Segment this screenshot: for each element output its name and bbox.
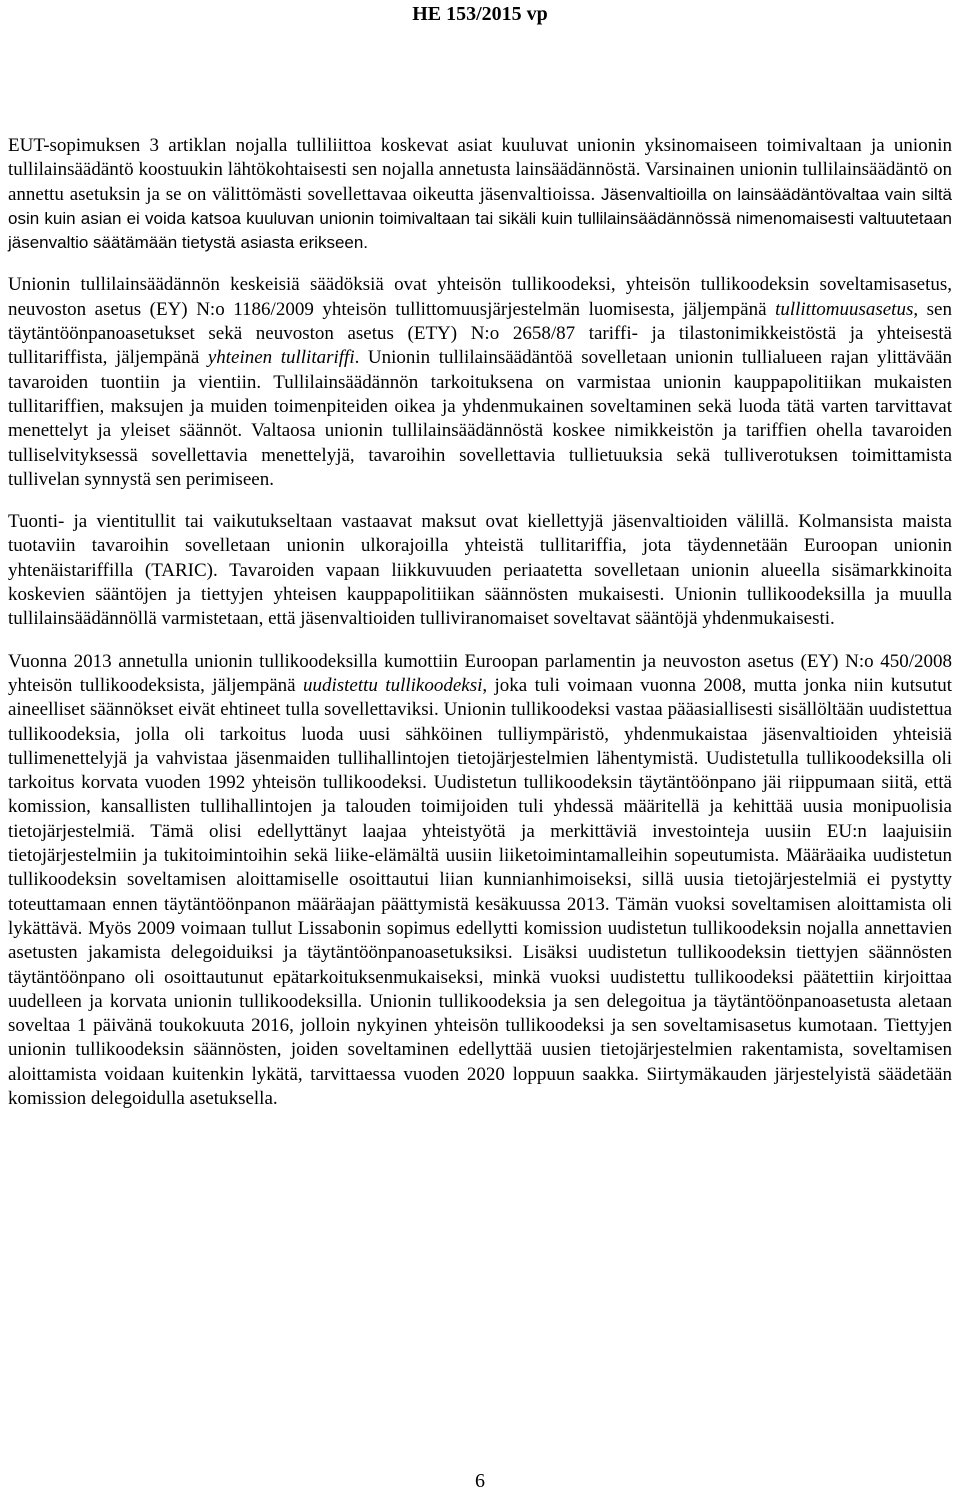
italic-term: yhteinen tullitariffi: [207, 347, 355, 369]
paragraph-key-acts: [8, 273, 952, 492]
paragraph-text: Jäsenvaltioilla on lainsäädäntövaltaa vain siltä osin kuin asian ei voida katsoa kuuluvan unionin toimivaltaan tai sikäli kuin tullilainsäädännössä nimenomaisesti valtuutetaan jäsenvaltio säätämään tietystä asiasta erikseen.: [8, 184, 952, 253]
paragraph-union-customs-code: [8, 650, 952, 1112]
paragraph-text: EUT-sopimuksen 3 artiklan nojalla tulliliittoa koskevat asiat kuuluvat unionin yksinomaiseen toimivaltaan ja unionin tullilainsäädäntö koostuukin lähtökohtaisesti sen nojalla annetusta lainsäädännöstä. Varsinainen unionin tullilainsäädäntö on annettu asetuksin ja se on välittömästi sovellettavaa oikeutta jäsenvaltioissa.: [8, 135, 952, 205]
italic-term: uudistettu tullikoodeksi: [302, 674, 483, 696]
paragraph-text: . Unionin tullilainsäädäntöä sovelletaan unionin tullialueen rajan ylittävään tavaroiden tuontiin ja vientiin. Tullilainsäädännön tarkoituksena on varmistaa unionin kauppapolitiikan mukaisten tullitariffien, maksujen ja muiden toimenpiteiden oikea ja yhdenmukainen soveltaminen sekä luoda tätä varten tarvittavat menettelyt ja yleiset säännöt. Valtaosa unionin tullilainsäädännöstä koskee nimikkeistön ja tariffien ohella tavaroiden tulliselvityksessä sovellettavia menettelyjä, tavaroihin sovellettavia tullietuuksia sekä tulliverotuksen toimittamista tullivelan synnystä sen perimiseen.: [8, 347, 953, 490]
paragraph-text: Vuonna 2013 annetulla unionin tullikoodeksilla kumottiin Euroopan parlamentin ja neuvoston asetus (EY) N:o 450/2008 yhteisön tullikoodeksista, jäljempänä: [8, 650, 952, 696]
page-number: 6: [475, 1470, 485, 1492]
document-body: [8, 134, 952, 1111]
paragraph-spacer: [8, 632, 952, 650]
paragraph-spacer: [8, 492, 952, 510]
paragraph-spacer: [8, 255, 952, 273]
paragraph-eut-basis: [8, 134, 952, 255]
paragraph-text: Unionin tullilainsäädännön keskeisiä säädöksiä ovat yhteisön tullikoodeksi, yhteisön tullikoodeksin soveltamisasetus, neuvoston asetus (EY) N:o 1186/2009 yhteisön tullittomuusjärjestelmän luomisesta, jäljempänä: [8, 274, 952, 320]
document-header: HE 153/2015 vp: [412, 3, 548, 25]
paragraph-text: , joka tuli voimaan vuonna 2008, mutta jonka niin kutsutut aineelliset säännökset eivät ehtineet tulla sovellettaviksi. Unionin tullikoodeksi vastaa pääasiallisesti sisällöltään uudistettua tullikoodeksia, jolla oli tarkoitus luoda uusi sähköinen tulliympäristö, yhdenmukaistaa jäsenvaltioiden yhteisiä tullimenettelyjä ja vahvistaa jäsenmaiden tullihallintojen tietojärjestelmien lähentymistä. Uudistetulla tullikoodeksilla oli tarkoitus korvata vuoden 1992 yhteisön tullikoodeksi. Uudistetun tullikoodeksin täytäntöönpano jäi riippumaan siitä, että komission, kansallisten tullihallintojen ja talouden toimijoiden tuli yhdessä määritellä ja kehittää uusia monipuolisia tietojärjestelmiä. Tämä olisi edellyttänyt laajaa yhteistyötä ja merkittäviä investointeja uusiin EU:n laajuisiin tietojärjestelmiin ja tukitoimintoihin sekä liike-elämältä uusiin liiketoimintamalleihin sopeutumista. Määräaika uudistetun tullikoodeksin soveltamisen aloittamiselle osoittautui liian kunnianhimoiseksi, sillä uusia tietojärjestelmiä ei pystytty toteuttamaan ennen täytäntöönpanon määräajan päättymistä kesäkuussa 2013. Tämän vuoksi soveltamisen aloittamista oli lykättävä. Myös 2009 voimaan tullut Lissabonin sopimus edellytti komission uudistetun tullikoodeksin nojalla annettavien asetusten jakamista delegoiduiksi ja täytäntöönpanoasetuksiksi. Lisäksi uudistetun tullikoodeksin tiettyjen säännösten täytäntöönpano oli osoittautunut epätarkoituksenmukaiseksi, minkä vuoksi uudistettu tullikoodeksi päätettiin kirjoittaa uudelleen ja korvata unionin tullikoodeksilla. Unionin tullikoodeksia ja sen delegoitua ja täytäntöönpanoasetusta aletaan soveltaa 1 päivänä toukokuuta 2016, jolloin nykyinen yhteisön tullikoodeksi ja sen soveltamisasetus kumotaan. Tiettyjen unionin tullikoodeksin säännösten, joiden soveltaminen edellyttää uusien tietojärjestelmien rakentamista, soveltamisen aloittamista voidaan kuitenkin lykätä, tarvittaessa vuoden 2020 loppuun saakka. Siirtymäkauden järjestelyistä säädetään komission delegoidulla asetuksella.: [8, 674, 953, 1109]
italic-term: tullittomuusasetus: [775, 298, 914, 320]
paragraph-tariffs: [8, 510, 952, 631]
paragraph-text: , sen täytäntöönpanoasetukset sekä neuvoston asetus (ETY) N:o 2658/87 tariffi- ja tilastonimikkeistöstä ja yhteisestä tullitariffista, jäljempänä: [8, 298, 952, 369]
paragraph-text: Tuonti- ja vientitullit tai vaikutukseltaan vastaavat maksut ovat kiellettyjä jäsenvaltioiden välillä. Kolmansista maista tuotaviin tavaroihin sovelletaan unionin ulkorajoilla yhteistä tullitariffia, jota täydennetään Euroopan unionin yhtenäistariffilla (TARIC). Tavaroiden vapaan liikkuvuuden periaatetta sovelletaan unionin alueella sisämarkkinoita koskevien sääntöjen ja tiettyjen yhteisen kauppapolitiikan säännösten mukaisesti. Unionin tullikoodeksilla ja muulla tullilainsäädännöllä varmistetaan, että jäsenvaltioiden tulliviranomaiset soveltavat sääntöjä yhdenmukaisesti.: [8, 511, 952, 630]
